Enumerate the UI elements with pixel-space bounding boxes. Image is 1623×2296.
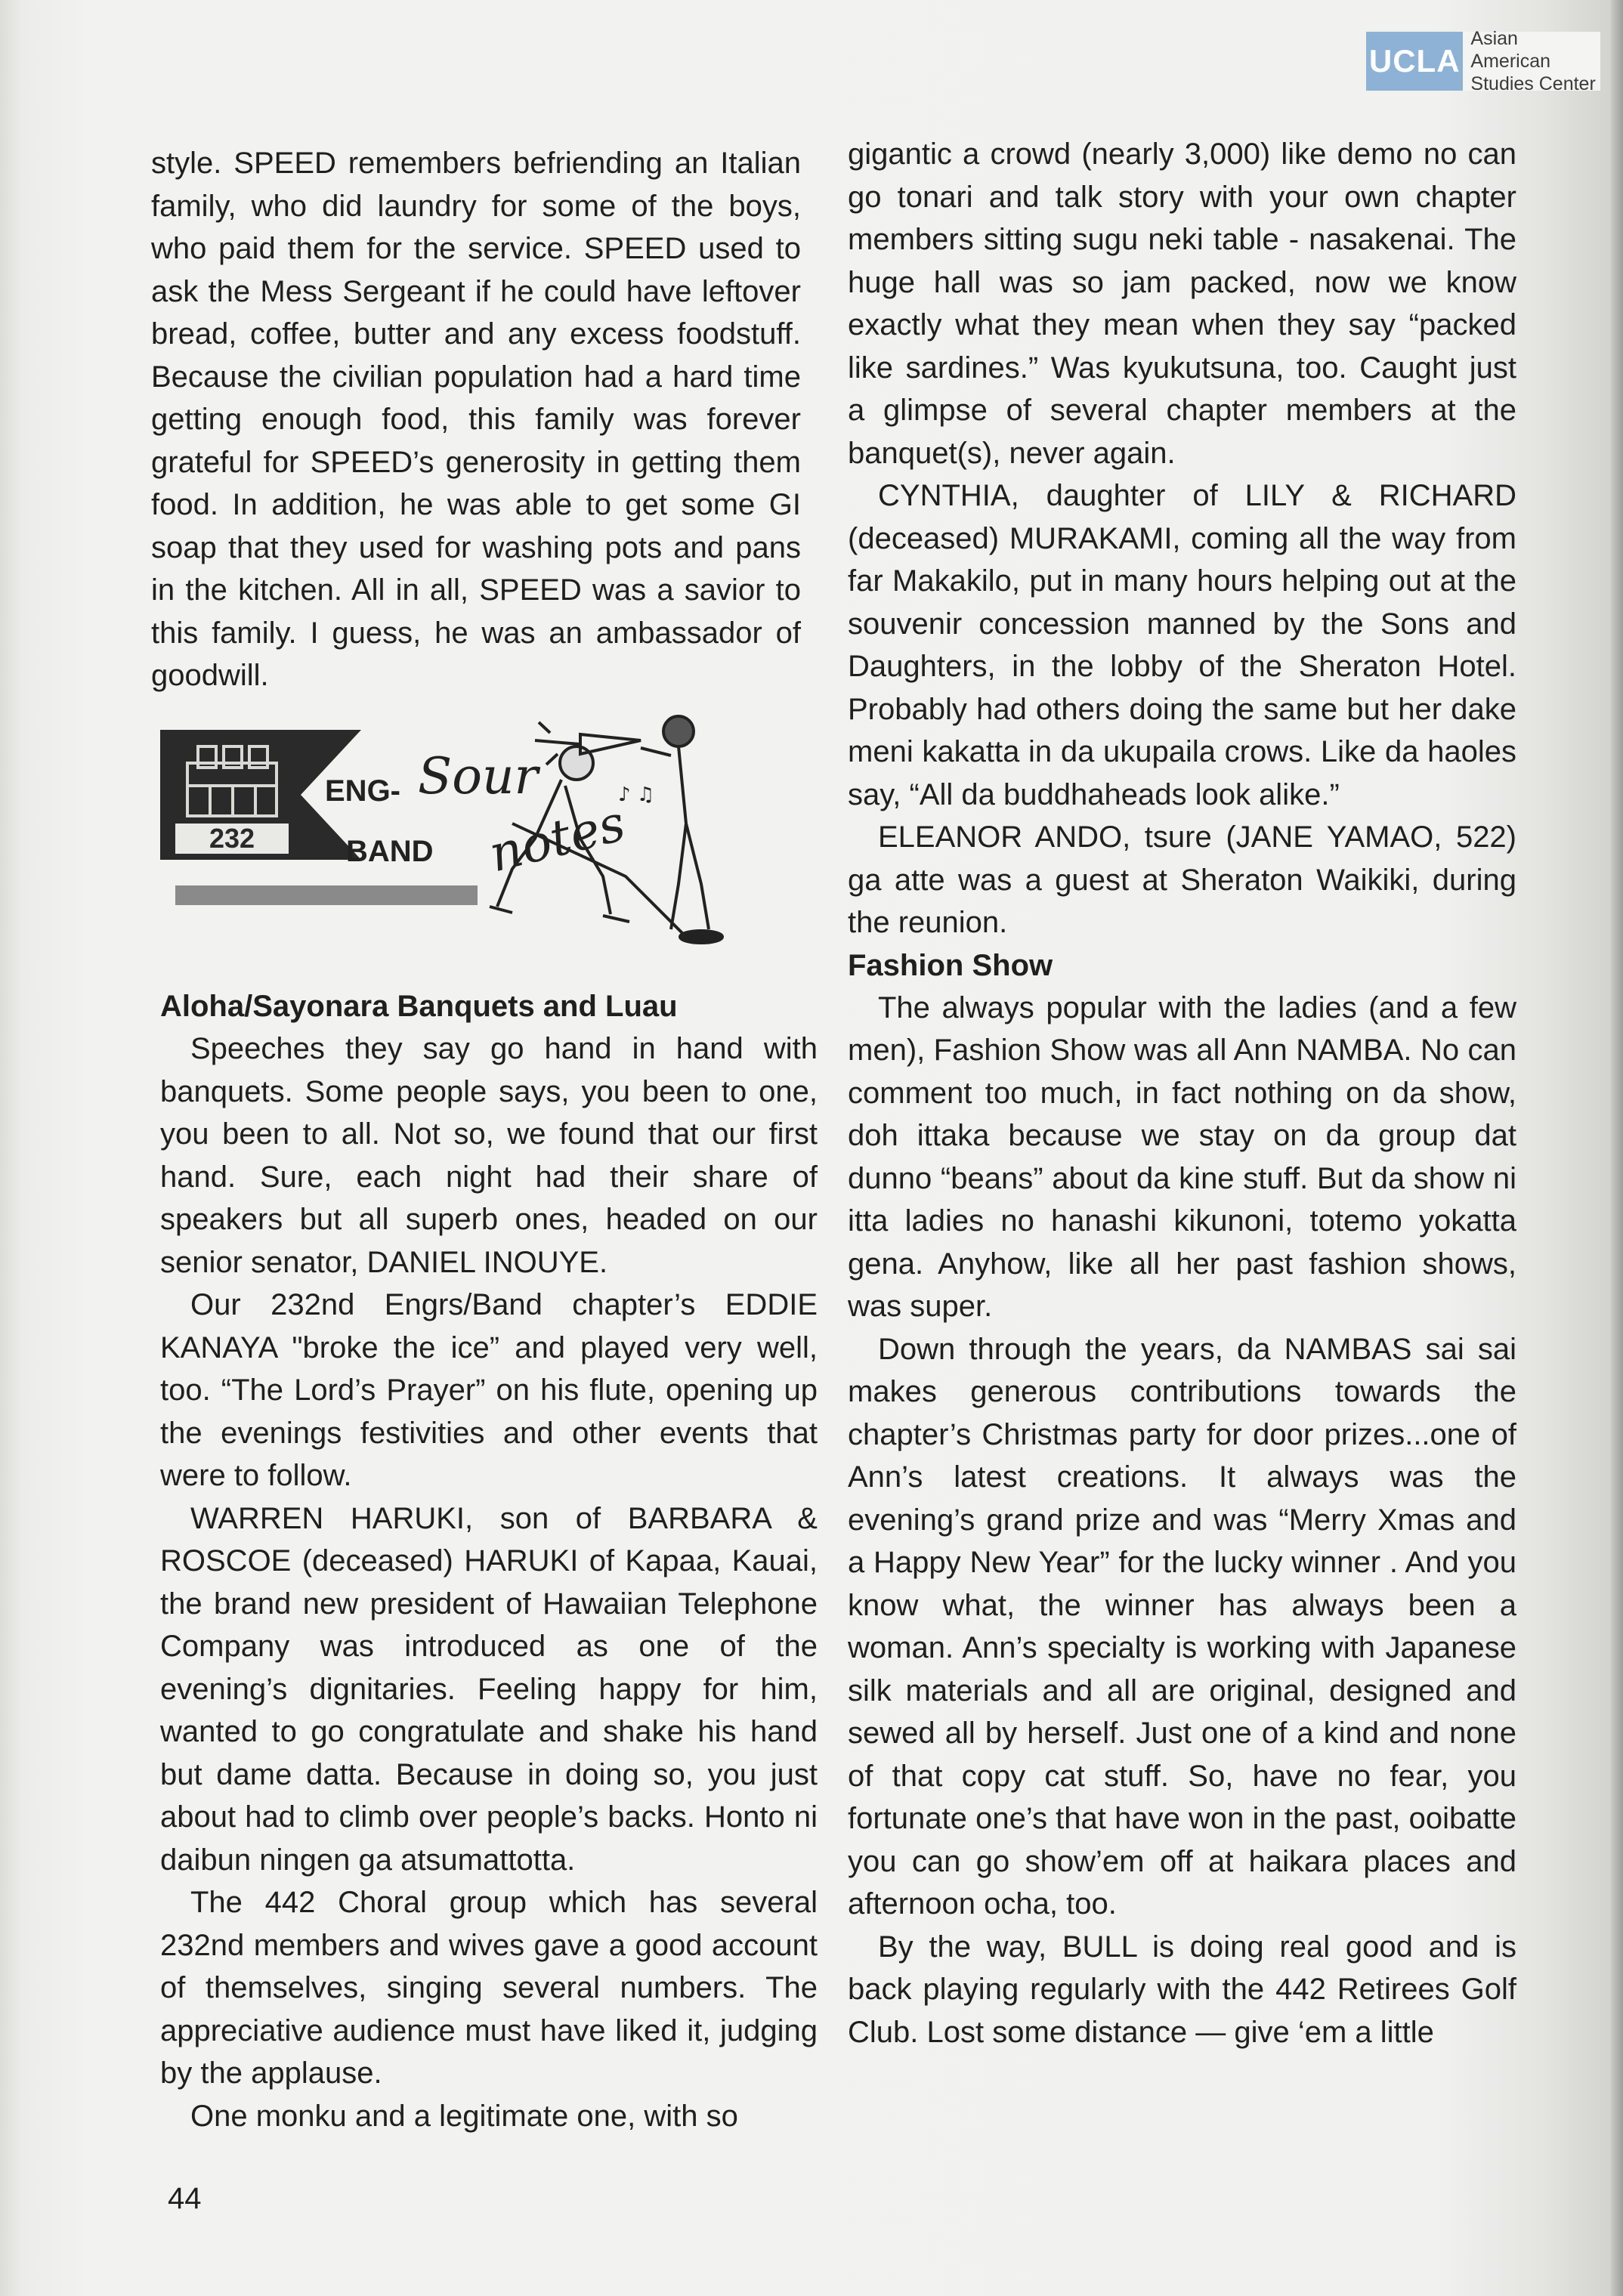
fashion-show-heading: Fashion Show bbox=[848, 948, 1053, 982]
nambas-paragraph: Down through the years, da NAMBAS sai sai makes generous contributions towards the chapter’s Christmas party for door prizes...one of Ann’s latest creations. It always was the evening’s grand prize and was “Merry Xmas and a Happy New Year” for the lucky winner . And you know what, the winner has always been a woman. Ann’s specialty is working with Japanese silk materials and all are original, designed and sewed all by herself. Just one of a kind and none of that copy cat stuff. So, have no fear, you fortunate one’s that have won in the past, ooibatte you can go show’em off at haikara places and afternoon ocha, too. bbox=[848, 1332, 1516, 1921]
page-number: 44 bbox=[168, 2182, 202, 2215]
page-edge-shadow bbox=[1611, 0, 1623, 2296]
center-name bbox=[1463, 27, 1600, 95]
haruki-paragraph: WARREN HARUKI, son of BARBARA & ROSCOE (deceased) HARUKI of Kapaa, Kauai, the brand new president of Hawaiian Telephone Company was introduced as one of the evening’s dignitaries. Feeling happy for him, wanted to go congratulate and shake his hand but dame datta. Because in doing so, you just about had to climb over people’s backs. Honto ni daibun ningen ga atsumattotta. bbox=[160, 1501, 818, 1877]
ucla-badge bbox=[1366, 28, 1600, 94]
eng-label: ENG- bbox=[325, 774, 400, 808]
cynthia-paragraph: CYNTHIA, daughter of LILY & RICHARD (deceased) MURAKAMI, coming all the way from far Makakilo, put in many hours helping out at the souvenir concession manned by the Sons and Daughters, in the lobby of the Sheraton Hotel. Probably had others doing the same but her dake meni kakatta in da ukupaila crows. Like da haoles say, “All da buddhaheads look alike.” bbox=[848, 479, 1516, 811]
script-notes: notes bbox=[483, 793, 631, 884]
ucla-logo: UCLA bbox=[1366, 32, 1463, 91]
fashion-paragraph: The always popular with the ladies (and a few men), Fashion Show was all Ann NAMBA. No can comment too much, in fact nothing on da show, doh ittaka because we stay on da group dat dunno “beans” about da kine stuff. But da show ni itta ladies no hanashi kikunoni, totemo yokatta gena. Anyhow, like all her past fashion shows, was super. bbox=[848, 990, 1516, 1323]
kanaya-paragraph: Our 232nd Engrs/Band chapter’s EDDIE KANAYA "broke the ice” and played very well, too. “The Lord’s Prayer” on his flute, opening up the evenings festivities and other events that were to follow. bbox=[160, 1288, 818, 1492]
script-sour: Sour bbox=[418, 747, 539, 805]
right-column bbox=[848, 133, 1516, 2053]
monku-paragraph: One monku and a legitimate one, with so bbox=[190, 2099, 738, 2133]
svg-text:♪ ♫: ♪ ♫ bbox=[618, 783, 655, 806]
eleanor-paragraph: ELEANOR ANDO, tsure (JANE YAMAO, 522) ga atte was a guest at Sheraton Waikiki, during the reunion. bbox=[848, 820, 1516, 939]
left-column-bottom bbox=[160, 985, 818, 2137]
hatched-bar bbox=[175, 885, 478, 905]
speed-paragraph: style. SPEED remembers befriending an Italian family, who did laundry for some of the boys, who paid them for the service. SPEED used to ask the Mess Sergeant if he could have leftover bread, coffee, butter and any excess foodstuff. Because the civilian population had a hard time getting enough food, this family was forever grateful for SPEED’s generosity in getting them food. In addition, he was able to get some GI soap that they used for washing pots and pans in the kitchen. All in all, SPEED was a savior to this family. I guess, he was an ambassador of goodwill. bbox=[151, 147, 801, 692]
band-label: BAND bbox=[346, 835, 434, 868]
left-column-top bbox=[151, 142, 801, 697]
banquets-heading: Aloha/Sayonara Banquets and Luau bbox=[160, 990, 678, 1023]
crowd-paragraph: gigantic a crowd (nearly 3,000) like demo no can go tonari and talk story with your own chapter members sitting sugu neki table - nasakenai. The huge hall was so jam packed, now we know exactly what they mean when they say “packed like sardines.” Was kyukutsuna, too. Caught just a glimpse of several chapter members at the banquet(s), never again. bbox=[848, 138, 1516, 470]
band-number: 232 bbox=[209, 823, 255, 854]
center-name-line2: Studies Center bbox=[1470, 73, 1596, 94]
sour-notes-band-logo bbox=[157, 710, 747, 944]
speeches-paragraph: Speeches they say go hand in hand with banquets. Some people says, you been to one, you been to all. Not so, we found that our first hand. Sure, each night had their share of speakers but all superb ones, headed on our senior senator, DANIEL INOUYE. bbox=[160, 1032, 818, 1279]
bull-paragraph: By the way, BULL is doing real good and is back playing regularly with the 442 Retirees Golf Club. Lost some distance — give ‘em a little bbox=[848, 1930, 1516, 2049]
choral-paragraph: The 442 Choral group which has several 232nd members and wives gave a good account of themselves, singing several numbers. The appreciative audience must have liked it, judging by the applause. bbox=[160, 1886, 818, 2090]
center-name-line1: Asian American bbox=[1470, 28, 1551, 72]
